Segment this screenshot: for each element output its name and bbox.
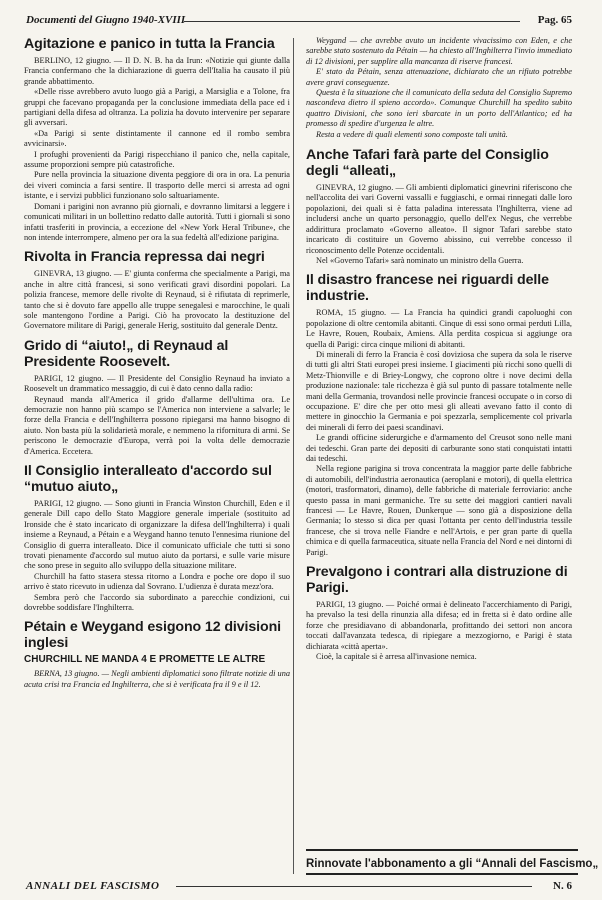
- article-paragraph: Churchill ha fatto stasera stessa ritorno a Londra e poche ore dopo il suo arrivo è stato ricevuto in udienza dal Sovrano. L'udienza è durata mezz'ora.: [24, 571, 290, 592]
- article-paragraph: I profughi provenienti da Parigi rispecchiano il panico che, nella capitale, assume proporzioni sempre più catastrofiche.: [24, 149, 290, 170]
- subscription-banner: Rinnovate l'abbonamento a gli “Annali del Fascismo„: [306, 849, 578, 875]
- article-paragraph: GINEVRA, 13 giugno. — E' giunta conferma che specialmente a Parigi, ma anche in altre città francesi, si sono verificati gravi disordini popolari. La polizia francese, memore delle rivolte di Reynaud, si è rifiutata di reprimerle, tanto che si è dovuto fare appello alle truppe senegalesi e marocchine, le quali sole mantengono l'ordine a Parigi. Ciò ha provocato la destituzione del Governatore militare di Parigi, generale Herig, sostituito dal generale Dentz.: [24, 269, 290, 331]
- article-paragraph: GINEVRA, 12 giugno. — Gli ambienti diplomatici ginevrini riferiscono che nell'accolita dei vari Governi vassalli e fuggiaschi, e ormai rinnegati dalle loro popolazioni, dei quali si è fatta paladina interessata l'Inghilterra, viene ad includersi anche un quarto personaggio, quello dell'ex Negus, che verrebbe addirittura proclamato «Governo alleato». Il signor Tafari sarebbe stato incaricato di costituire un Governo abissino, cui verrebbe concesso il riconoscimento delle Potenze occidentali.: [306, 183, 572, 255]
- article-paragraph: Weygand — che avrebbe avuto un incidente vivacissimo con Eden, e che sarebbe stato sostenuto da Pétain — ha chiesto all'Inghilterra l'invio immediato di 12 divisioni, per supplire alla mancanza di riserve francesi.: [306, 36, 572, 66]
- article-paragraph: PARIGI, 12 giugno. — Il Presidente del Consiglio Reynaud ha inviato a Roosevelt un drammatico messaggio, di cui è dato cenno dalla radio:: [24, 373, 290, 394]
- page-footer: [26, 880, 572, 894]
- article-paragraph: E' stato da Pétain, senza attenuazione, dichiarato che un rifiuto potrebbe avere gravi conseguenze.: [306, 67, 572, 87]
- left-column: [24, 36, 290, 690]
- right-column: [306, 36, 572, 663]
- article-paragraph: Resta a vedere di quali elementi sono composte tali unità.: [316, 129, 508, 139]
- article-paragraph: Cioè, la capitale si è arresa all'invasione nemica.: [316, 652, 477, 662]
- article-paragraph: Questa è la situazione che il comunicato della seduta del Consiglio Supremo nascondeva dietro il spieno accordo». Comunque Churchill ha spedito subito quattro Divisioni, che sono ieri sbarcate in un porto dell'Atlantico; ed ha promesso di spedire d'urgenza le altre.: [306, 88, 572, 129]
- article-paragraph: Pure nella provincia la situazione diventa peggiore di ora in ora. La penuria dei viveri comincia a farsi sentire. Il trasporto delle merci si arresta ad ogni istante, e i servizi pubblici funzionano solo saltuariamente.: [24, 170, 290, 201]
- article-petain-weygand-continued: [306, 36, 572, 140]
- article-paragraph: Sembra però che l'accordo sia subordinato a parecchie condizioni, cui dovrebbe soddisfare l'Inghilterra.: [24, 592, 290, 613]
- article-paragraph: «Da Parigi si sente distintamente il cannone ed il rombo sembra avvicinarsi».: [24, 128, 290, 149]
- article-title: Agitazione e panico in tutta la Francia: [24, 36, 275, 52]
- column-divider: [293, 38, 294, 874]
- article-title: Anche Tafari farà parte del Consiglio degli “alleati„: [306, 147, 549, 180]
- footer-issue-number: N. 6: [553, 880, 572, 892]
- article-paragraph: «Delle risse avrebbero avuto luogo già a Parigi, a Marsiglia e a Tolone, fra gruppi che facevano propaganda per la conclusione immediata della pace ed i partigiani della difesa ad oltranza. La polizia ha dovuto intervenire per separare gli avversari.: [24, 87, 290, 128]
- article-title: Pétain e Weygand esigono 12 divisioni inglesi: [24, 619, 281, 652]
- footer-rule: [176, 886, 532, 887]
- article-tafari: [306, 147, 572, 266]
- article-petain-weygand: [24, 619, 290, 690]
- article-paragraph: Nella regione parigina si trova concentrata la maggior parte delle fabbriche di automobili, dell'industria aeronautica (aeroplani e motori), di quella elettrica (motori, trasformatori, dinamo), delle fabbriche di materiale ferroviario: anche questo passa in mani germaniche. Tre su sette dei maggiori cantieri navali francesi — Le Havre, Rouen, Dunkerque — sono già a disposizione della Germania; lo stesso si dica per quasi l'ottanta per cento dell'industria tessile francese, che si trova nelle Fiandre e nell'Artois, e per gran parte di quella chimica e di quella farmaceutica, situate nella Francia del Nord e nei dintorni di Parigi.: [306, 464, 572, 557]
- article-disastro-industrie: [306, 272, 572, 558]
- article-grido-reynaud: [24, 338, 290, 457]
- article-paragraph: PARIGI, 13 giugno. — Poiché ormai è delineato l'accerchiamento di Parigi, ha prevalso la tesi della rinunzia alla difesa; ed in fretta si è dato ordine alle forze che presidiavano di abbandonarla, profittando dei settori non ancora toccati dall'avanzata tedesca, di ripiegare a mezzogiorno, e Parigi è stata dichiarata «città aperta».: [306, 600, 572, 651]
- page-header: [26, 10, 572, 30]
- footer-publication: ANNALI DEL FASCISMO: [26, 880, 160, 892]
- article-title: Il disastro francese nei riguardi delle industrie.: [306, 272, 549, 305]
- article-agitazione: [24, 36, 290, 243]
- article-paragraph: Reynaud manda all'America il grido d'allarme dell'ultima ora. Le democrazie non hanno più scampo se l'America non interviene a salvarle; le forze della Francia e dell'Inghilterra possono ripiegarsi ma hanno bisogno di aiuto. Non basta più la solidarietà morale, e nemmeno la rifornitura di armi. Se periscono le democrazie d'Europa, verrà poi la volta delle democrazie d'America. Eccetera.: [24, 394, 290, 456]
- article-paragraph: BERNA, 13 giugno. — Negli ambienti diplomatici sono filtrate notizie di una acuta crisi tra Francia ed Inghilterra, che si è verificata fra il 9 e il 12.: [24, 669, 290, 689]
- article-rivolta: [24, 249, 290, 331]
- article-consiglio-interalleato: [24, 463, 290, 613]
- article-distruzione-parigi: [306, 564, 572, 662]
- article-title: Grido di “aiuto!„ di Reynaud al Presidente Roosevelt.: [24, 337, 229, 370]
- article-paragraph: Di minerali di ferro la Francia è così doviziosa che supera da sola le riserve di tutti gli altri Stati europei presi insieme. I giacimenti più ricchi sono quelli di Metz-Thionville e di Briey-Longwy, che coprono oltre i nove decimi della produzione nazionale: tale ricchezza è già sul punto di passare totalmente nelle mani della Germania, trovandosi nelle provincie francesi occupate o in corso di occupazione. E' dire che per otto mesi gli alleati avevano fatto il conto di mettere in ginocchio la Germania e poi spezzarla, semplicemente col privarla dei minerali di ferro dei paesi scandinavi.: [306, 349, 572, 432]
- header-page-number: Pag. 65: [537, 14, 572, 26]
- article-title: Prevalgono i contrari alla distruzione di Parigi.: [306, 564, 568, 597]
- header-title: Documenti del Giugno 1940-XVIII: [26, 14, 186, 26]
- article-paragraph: PARIGI, 12 giugno. — Sono giunti in Francia Winston Churchill, Eden e il generale Dill capo dello Stato Maggiore generale imperiale (sostituito ad Ironside che è stato incaricato di organizzare la difesa dell'Inghilterra) i quali insieme a Reynaud, a Pétain e a Weygand hanno tenuto l'ennesima riunione del Consiglio di guerra interalleato. Dice il comunicato ufficiale che tutti si sono trovati pienamente d'accordo sul mutuo aiuto da portarsi, e sulle varie misure che sono prese in seguito allo sviluppo della situazione militare.: [24, 499, 290, 571]
- article-paragraph: ROMA, 15 giugno. — La Francia ha quindici grandi capoluoghi con popolazione di oltre centomila abitanti. Cinque di essi sono ormai perduti Lilla, Le Havre, Rouen, Roubaix, Amiens. Alla perdita cospicua si aggiunge ora quella di Parigi: circa cinque milioni di abitanti.: [306, 308, 572, 349]
- article-title: Rivolta in Francia repressa dai negri: [24, 249, 265, 266]
- article-paragraph: Le grandi officine siderurgiche e d'armamento del Creusot sono nelle mani dei tedeschi. Gran parte dei depositi di carburante sono stati conquistati intatti dai tedeschi.: [306, 433, 572, 463]
- header-rule: [184, 21, 520, 22]
- article-subtitle: CHURCHILL NE MANDA 4 E PROMETTE LE ALTRE: [24, 654, 266, 666]
- article-paragraph: Domani i parigini non avranno più giornali, e dovranno limitarsi a leggere i comunicati militari in un bollettino redatto dalle autorità. Tutti i giornali si sono infatti trasferiti in provincia, a eccezione del «New York Heral Tribune», che non intende interrompere, almeno per ora la sua fedeltà all'edizione parigina.: [24, 201, 290, 242]
- article-paragraph: Nel «Governo Tafari» sarà nominato un ministro della Guerra.: [316, 255, 524, 265]
- article-paragraph: BERLINO, 12 giugno. — Il D. N. B. ha da Irun: «Notizie qui giunte dalla Francia confermano che la dichiarazione di guerra dell'Italia ha causato il più grande abbattimento.: [24, 56, 290, 86]
- article-title: Il Consiglio interalleato d'accordo sul “mutuo aiuto„: [24, 463, 272, 495]
